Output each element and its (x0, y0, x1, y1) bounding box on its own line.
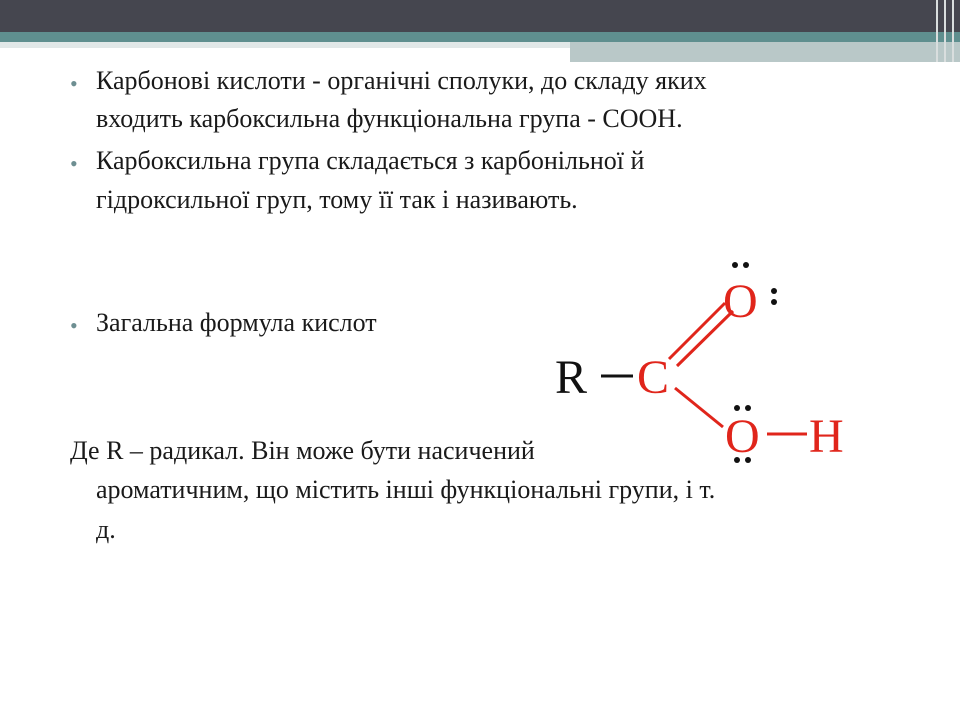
bullet-1-line-2: входить карбоксильна функціональна група - СООН. (96, 104, 683, 133)
atom-r: R (555, 351, 588, 404)
formula-svg (545, 255, 870, 475)
top-light-bar (570, 42, 960, 62)
atom-o-single: O (725, 410, 760, 463)
top-dark-bar (0, 0, 960, 32)
bullet-3-line-1: Загальна формула кислот (96, 308, 377, 337)
bullet-marker: • (70, 313, 78, 338)
carboxylic-acid-formula (545, 255, 870, 475)
bullet-2-line-2: гідроксильної груп, тому її так і називають. (96, 185, 578, 214)
footer-line-1: Де R – радикал. Він може бути насичений (70, 436, 535, 465)
c-o-single-bond (675, 388, 723, 427)
bullet-2-line-1: Карбоксильна група складається з карбонільної й (96, 146, 645, 175)
top-light-strip (0, 42, 570, 48)
footer-line-2: ароматичним, що містить інші функціональні групи, і т. (96, 475, 716, 504)
edge-decoration (932, 0, 960, 62)
c-o-double-bond-a (669, 303, 725, 359)
atom-o-double: O (723, 275, 758, 328)
bullet-marker: • (70, 71, 78, 96)
atom-c: C (637, 351, 670, 404)
bullet-marker: • (70, 151, 78, 176)
footer-line-3: д. (96, 515, 116, 544)
atom-h: H (809, 410, 844, 463)
top-teal-bar (0, 32, 960, 42)
bullet-1-line-1: Карбонові кислоти - органічні сполуки, до складу яких (96, 66, 707, 95)
